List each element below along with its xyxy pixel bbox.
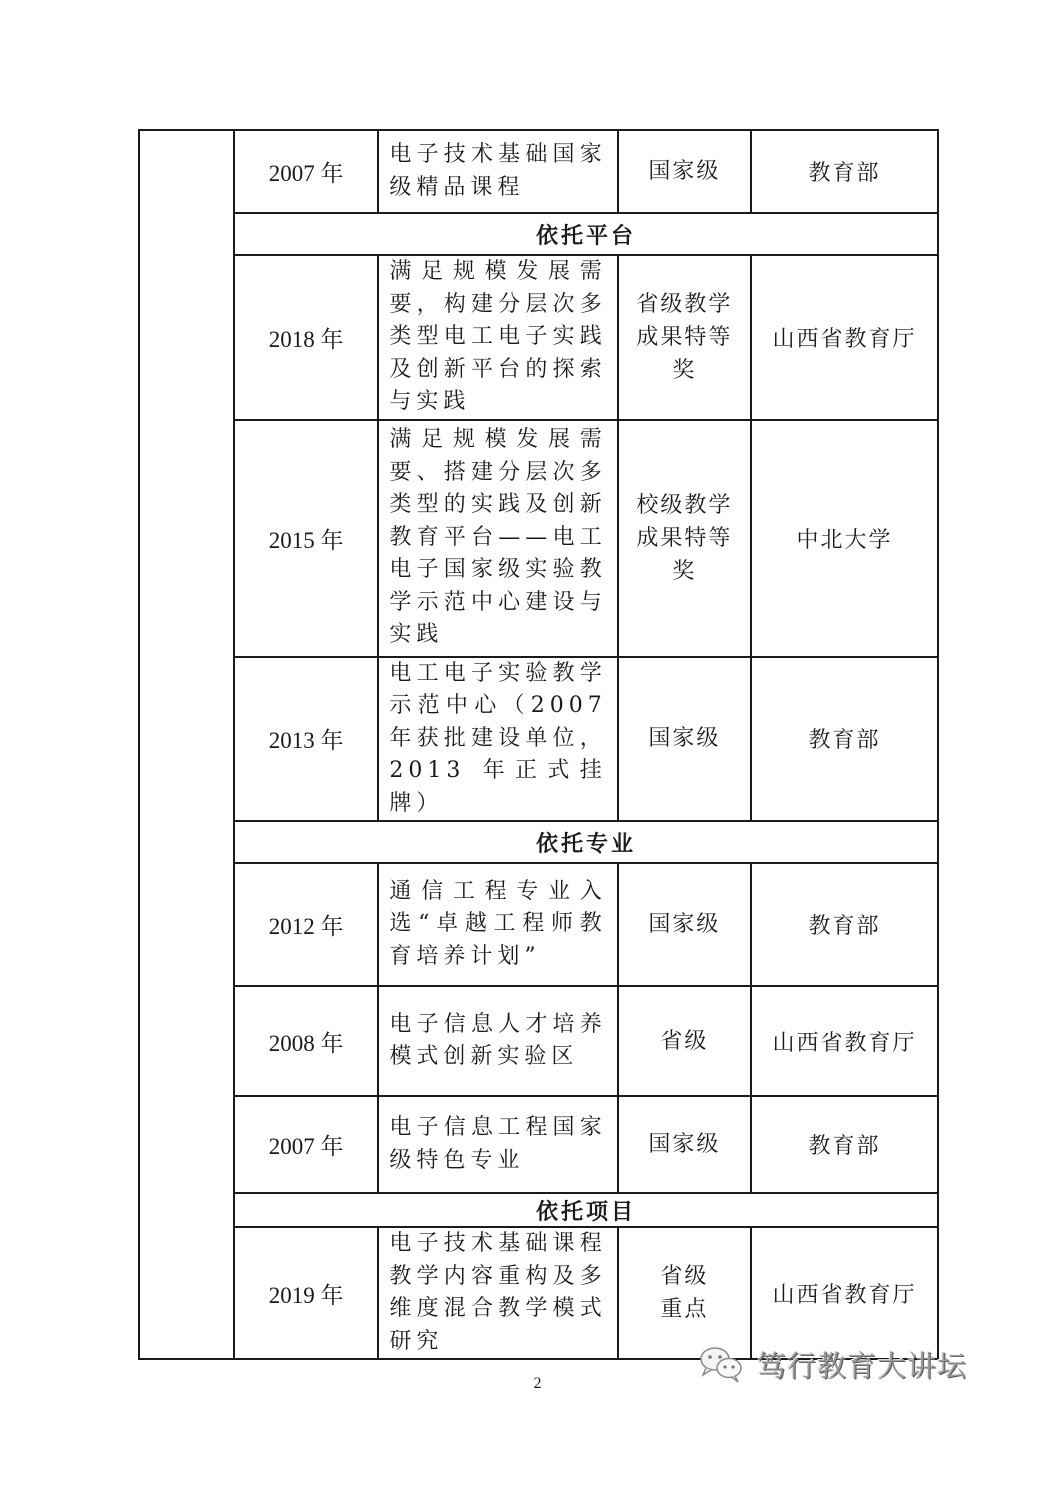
organization-cell: 教育部 bbox=[751, 657, 938, 822]
level-line: 校级教学 bbox=[636, 492, 733, 518]
organization-cell: 教育部 bbox=[751, 1096, 938, 1193]
section-title: 依托专业 bbox=[234, 821, 938, 863]
watermark-text: 笃行教育大讲坛 bbox=[757, 1348, 968, 1383]
organization-cell: 山西省教育厅 bbox=[751, 255, 938, 420]
year-cell: 2018 年 bbox=[234, 255, 378, 420]
level-line: 奖 bbox=[672, 357, 697, 383]
section-header-row bbox=[139, 1193, 938, 1227]
level-cell: 国家级 bbox=[618, 1096, 751, 1193]
table-body bbox=[139, 130, 938, 1359]
table-row bbox=[139, 657, 938, 822]
table-row bbox=[139, 420, 938, 657]
page-number: 2 bbox=[533, 1375, 542, 1392]
table-row bbox=[139, 255, 938, 420]
section-header-row bbox=[139, 213, 938, 255]
year-cell: 2013 年 bbox=[234, 657, 378, 822]
description-cell: 满足规模发展需要，构建分层次多类型电工电子实践及创新平台的探索与实践 bbox=[378, 255, 617, 420]
description-cell: 电子信息工程国家级特色专业 bbox=[378, 1096, 617, 1193]
watermark bbox=[697, 1342, 967, 1386]
section-title: 依托项目 bbox=[234, 1193, 938, 1227]
level-line: 省级 bbox=[660, 1264, 709, 1289]
level-line: 省级教学 bbox=[636, 291, 733, 317]
level-line: 奖 bbox=[672, 558, 697, 584]
description-cell: 电子技术基础课程教学内容重构及多维度混合教学模式研究 bbox=[378, 1227, 617, 1359]
level-cell: 国家级 bbox=[618, 130, 751, 213]
level-cell: 国家级 bbox=[618, 657, 751, 822]
table-row bbox=[139, 130, 938, 213]
table-row bbox=[139, 986, 938, 1096]
level-line: 成果特等 bbox=[636, 324, 733, 350]
wechat-icon bbox=[697, 1344, 747, 1384]
level-cell bbox=[618, 255, 751, 420]
organization-cell: 山西省教育厅 bbox=[751, 1227, 938, 1359]
organization-cell: 山西省教育厅 bbox=[751, 986, 938, 1096]
table-row bbox=[139, 1227, 938, 1359]
description-cell: 满足规模发展需要、搭建分层次多类型的实践及创新教育平台——电工电子国家级实验教学示范中心建设与实践 bbox=[378, 420, 617, 657]
description-cell: 电工电子实验教学示范中心（2007 年获批建设单位，2013 年正式挂牌） bbox=[378, 657, 617, 822]
achievements-table bbox=[138, 129, 939, 1360]
organization-cell: 中北大学 bbox=[751, 420, 938, 657]
year-cell: 2015 年 bbox=[234, 420, 378, 657]
year-cell: 2012 年 bbox=[234, 863, 378, 986]
level-cell: 国家级 bbox=[618, 863, 751, 986]
table-row bbox=[139, 863, 938, 986]
level-cell bbox=[618, 1227, 751, 1359]
level-cell bbox=[618, 420, 751, 657]
organization-cell: 教育部 bbox=[751, 130, 938, 213]
section-title: 依托平台 bbox=[234, 213, 938, 255]
description-cell: 电子信息人才培养模式创新实验区 bbox=[378, 986, 617, 1096]
year-cell: 2008 年 bbox=[234, 986, 378, 1096]
organization-cell: 教育部 bbox=[751, 863, 938, 986]
level-line: 成果特等 bbox=[636, 525, 733, 551]
year-cell: 2007 年 bbox=[234, 1096, 378, 1193]
section-header-row bbox=[139, 821, 938, 863]
table-row bbox=[139, 1096, 938, 1193]
category-cell bbox=[139, 130, 234, 1359]
level-line: 重点 bbox=[660, 1297, 709, 1322]
year-cell: 2007 年 bbox=[234, 130, 378, 213]
description-cell: 电子技术基础国家级精品课程 bbox=[378, 130, 617, 213]
year-cell: 2019 年 bbox=[234, 1227, 378, 1359]
level-cell: 省级 bbox=[618, 986, 751, 1096]
description-cell: 通信工程专业入选“卓越工程师教育培养计划” bbox=[378, 863, 617, 986]
